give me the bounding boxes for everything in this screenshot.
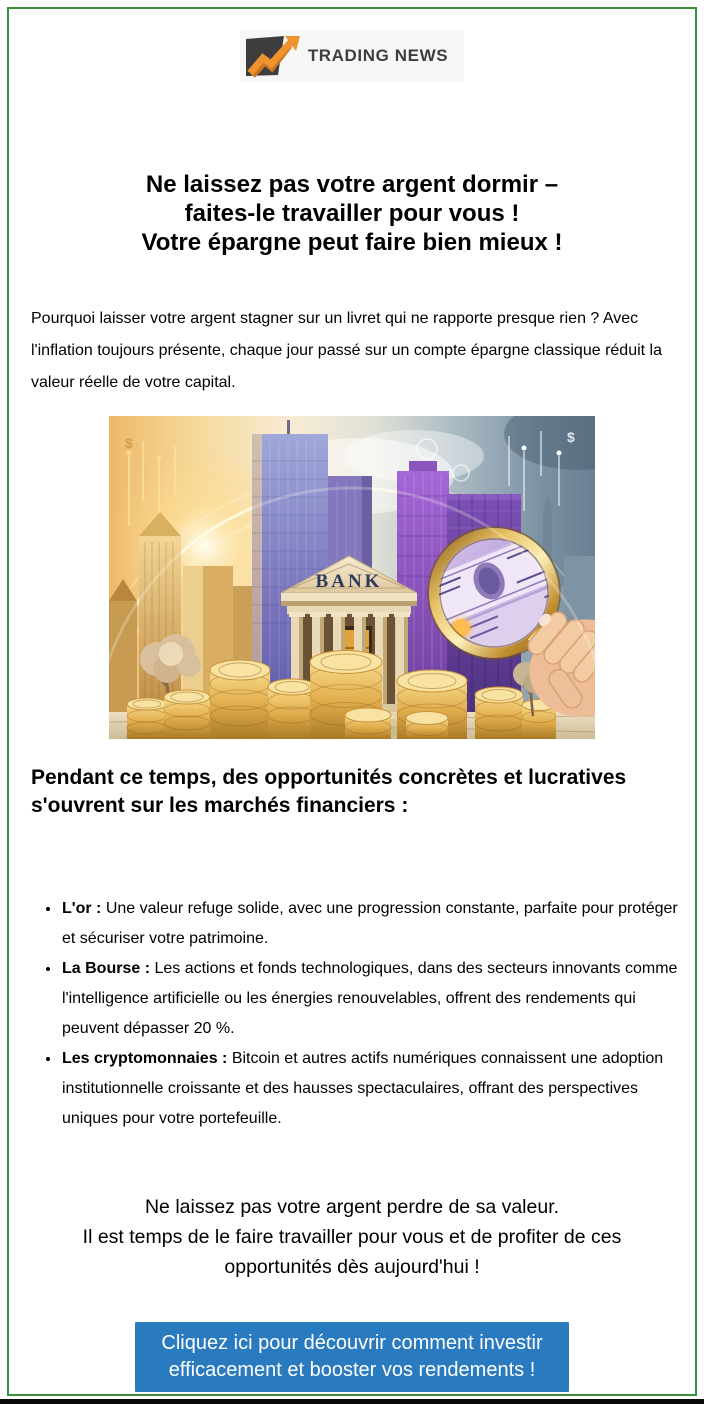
bullet-item-gold <box>61 894 682 954</box>
logo-row <box>0 30 704 82</box>
bullet-text: Bitcoin et autres actifs numériques connaissent une adoption institutionnelle croissante et des hausses spectaculaires, offrant des perspectives uniques pour votre portefeuille. <box>62 1050 664 1127</box>
cta-button[interactable]: Cliquez ici pour découvrir comment investir efficacement et booster vos rendements ! <box>135 1322 569 1392</box>
window-bottom-edge <box>0 1399 704 1404</box>
intro-paragraph: Pourquoi laisser votre argent stagner sur un livret qui ne rapporte presque rien ? Avec l'inflation toujours présente, chaque jour passé sur un compte épargne classique réduit la valeur réelle de votre capital. <box>31 310 662 391</box>
headline-line-1: Ne laissez pas votre argent dormir – <box>145 171 559 198</box>
bullet-item-stocks <box>61 954 682 1044</box>
bullet-label: La Bourse : <box>62 960 151 977</box>
closing-text <box>32 1192 672 1282</box>
brand-name: TRADING NEWS <box>307 46 449 65</box>
headline-line-3: Votre épargne peut faire bien mieux ! <box>141 229 563 256</box>
dollar-symbol: $ <box>567 429 575 445</box>
subheading: Pendant ce temps, des opportunités concrètes et lucratives s'ouvrent sur les marchés financiers : <box>31 766 627 817</box>
trending-up-arrow-icon <box>244 34 302 78</box>
bullet-label: L'or : <box>62 900 102 917</box>
bullet-text: Les actions et fonds technologiques, dans des secteurs innovants comme l'intelligence artificielle ou les énergies renouvelables, offrent des rendements qui peuvent dépasser 20 %. <box>62 960 678 1037</box>
bullet-label: Les cryptomonnaies : <box>62 1050 228 1067</box>
headline-line-2: faites-le travailler pour vous ! <box>184 200 520 227</box>
headline <box>40 170 664 257</box>
bank-sign: BANK <box>315 571 383 592</box>
trading-news-logo <box>240 30 464 82</box>
dollar-symbol: $ <box>125 435 133 451</box>
bullet-text: Une valeur refuge solide, avec une progression constante, parfaite pour protéger et sécuriser votre patrimoine. <box>62 900 678 947</box>
closing-line-2: Il est temps de le faire travailler pour vous et de profiter de ces opportunités dès aujourd'hui ! <box>82 1226 622 1278</box>
hero-image <box>109 416 595 739</box>
bank-city-illustration <box>109 416 595 739</box>
bullet-item-crypto <box>61 1044 682 1134</box>
opportunities-list <box>31 894 682 1134</box>
closing-line-1: Ne laissez pas votre argent perdre de sa valeur. <box>144 1196 560 1218</box>
